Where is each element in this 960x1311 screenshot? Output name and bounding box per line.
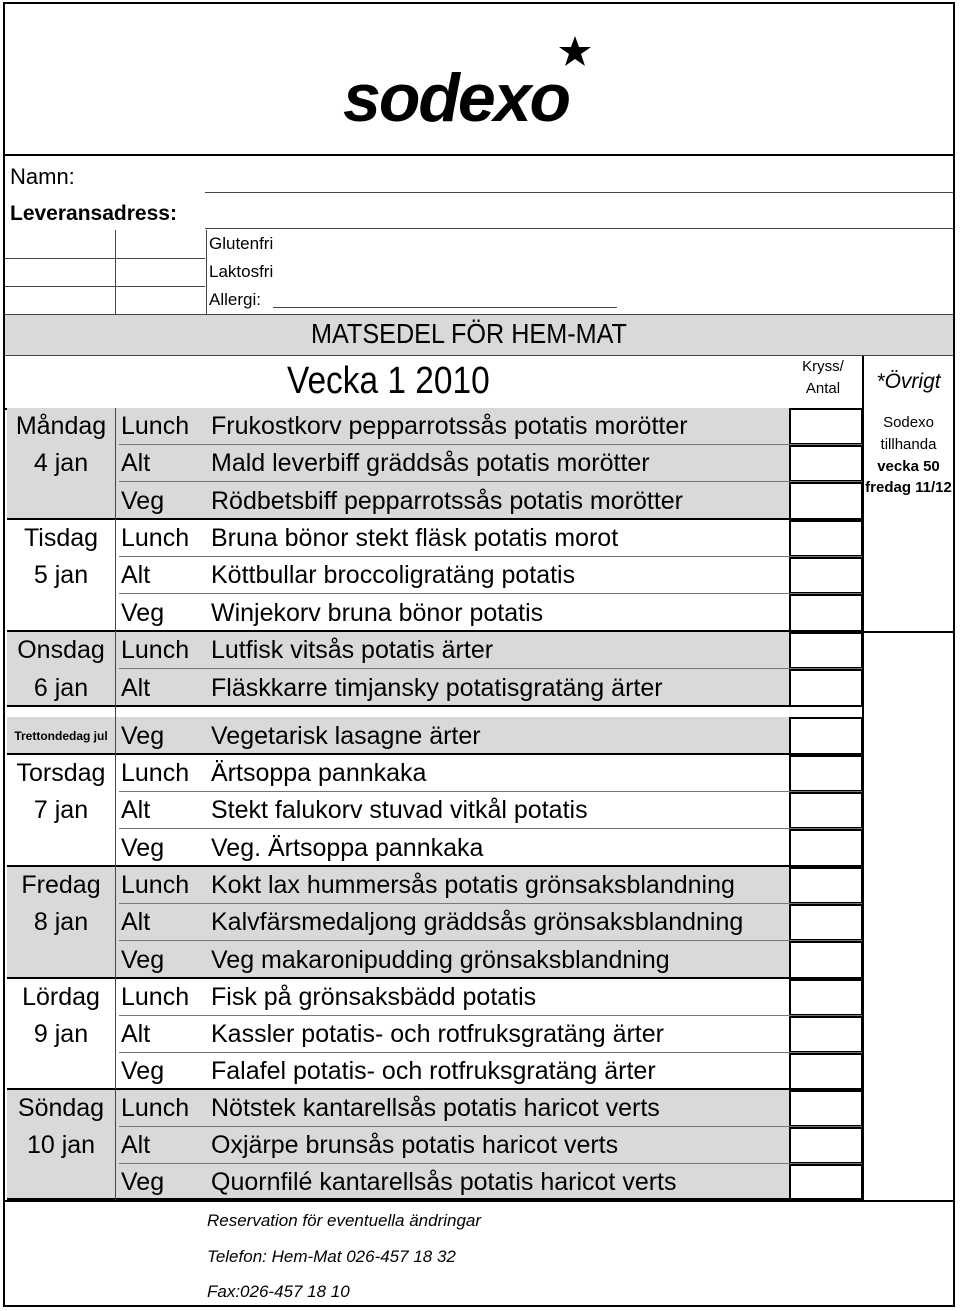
meal-type-cell: Lunch bbox=[121, 983, 190, 1011]
quantity-box[interactable] bbox=[789, 1127, 863, 1164]
dish-cell: Ärtsoppa pannkaka bbox=[211, 759, 427, 787]
menu-row bbox=[7, 792, 862, 829]
menu-row bbox=[7, 1016, 862, 1053]
menu-row bbox=[7, 717, 862, 755]
day-cell: 10 jan bbox=[26, 1131, 96, 1159]
quantity-box[interactable] bbox=[789, 520, 863, 557]
meal-type-cell: Alt bbox=[121, 449, 151, 477]
menu-row bbox=[7, 1053, 862, 1090]
row-divider bbox=[7, 705, 862, 707]
day-cell bbox=[7, 594, 115, 632]
dish-cell: Frukostkorv pepparrotssås potatis morötter bbox=[211, 412, 688, 440]
dish-cell: Stekt falukorv stuvad vitkål potatis bbox=[211, 796, 588, 824]
quantity-box[interactable] bbox=[789, 792, 863, 829]
page-title: MATSEDEL FÖR HEM-MAT bbox=[311, 318, 627, 349]
kryss-header bbox=[783, 356, 863, 406]
day-cell: Måndag bbox=[15, 412, 107, 440]
day-cell bbox=[7, 482, 115, 520]
menu-row bbox=[7, 669, 862, 707]
meal-type-cell: Lunch bbox=[121, 412, 190, 440]
name-field[interactable] bbox=[205, 192, 953, 193]
quantity-box[interactable] bbox=[789, 594, 863, 632]
allergy-field[interactable] bbox=[273, 307, 617, 308]
reservation-note: Reservation för eventuella ändringar bbox=[207, 1211, 482, 1230]
quantity-box[interactable] bbox=[789, 632, 863, 669]
kryss-label: Kryss/ bbox=[802, 358, 844, 375]
day-cell: 6 jan bbox=[33, 673, 89, 702]
dish-cell: Kassler potatis- och rotfruksgratäng ärter bbox=[211, 1020, 664, 1048]
logo-wordmark: sodexo bbox=[343, 60, 570, 136]
ovrigt-lower bbox=[862, 633, 953, 1200]
dish-cell: Falafel potatis- och rotfruksgratäng ärter bbox=[211, 1057, 656, 1085]
note-line: tillhanda bbox=[880, 435, 937, 453]
meal-type-cell: Veg bbox=[121, 833, 165, 862]
fax-number: Fax:026-457 18 10 bbox=[207, 1282, 350, 1301]
meal-type-cell: Veg bbox=[121, 1057, 165, 1085]
menu-row bbox=[7, 755, 862, 792]
star-icon bbox=[557, 34, 593, 70]
day-cell: Torsdag bbox=[16, 759, 106, 787]
quantity-box[interactable] bbox=[789, 445, 863, 482]
menu-row bbox=[7, 1164, 862, 1200]
ovrigt-note bbox=[864, 412, 953, 499]
dish-cell: Fläskkarre timjansky potatisgratäng ärter bbox=[211, 673, 663, 702]
dish-cell: Nötstek kantarellsås potatis haricot verts bbox=[211, 1094, 660, 1122]
order-form-page bbox=[3, 2, 955, 1307]
meal-type-cell: Lunch bbox=[121, 636, 190, 664]
meal-type-cell: Veg bbox=[121, 945, 165, 974]
meal-type-cell: Alt bbox=[121, 908, 151, 936]
dish-cell: Winjekorv bruna bönor potatis bbox=[211, 598, 544, 627]
menu-row bbox=[7, 979, 862, 1016]
note-line: fredag 11/12 bbox=[865, 479, 952, 497]
address-field[interactable] bbox=[205, 228, 953, 229]
dish-cell: Veg. Ärtsoppa pannkaka bbox=[211, 833, 484, 862]
dish-cell: Rödbetsbiff pepparrotssås potatis morötter bbox=[211, 486, 684, 515]
option-label: Allergi: bbox=[209, 290, 261, 309]
name-label: Namn: bbox=[10, 164, 75, 189]
week-label: Vecka 1 2010 bbox=[287, 360, 490, 402]
day-cell bbox=[7, 941, 115, 979]
day-cell: 7 jan bbox=[33, 796, 89, 824]
day-cell: Söndag bbox=[17, 1094, 105, 1122]
day-cell bbox=[7, 1053, 115, 1090]
day-cell: 9 jan bbox=[33, 1020, 89, 1048]
quantity-box[interactable] bbox=[789, 829, 863, 867]
ovrigt-box bbox=[862, 356, 953, 633]
checkbox-allergi[interactable] bbox=[115, 286, 207, 314]
day-cell: Tisdag bbox=[23, 524, 99, 552]
meal-type-cell: Veg bbox=[121, 721, 165, 750]
menu-row bbox=[7, 1090, 862, 1127]
day-cell: Lördag bbox=[22, 983, 100, 1011]
meal-type-cell: Lunch bbox=[121, 759, 190, 787]
quantity-box[interactable] bbox=[789, 482, 863, 520]
day-cell bbox=[7, 1164, 115, 1200]
checkbox-glutenfri[interactable] bbox=[115, 230, 207, 258]
quantity-box[interactable] bbox=[789, 1016, 863, 1053]
quantity-box[interactable] bbox=[789, 1090, 863, 1127]
dish-cell: Vegetarisk lasagne ärter bbox=[211, 721, 481, 750]
menu-row bbox=[7, 904, 862, 941]
dish-cell: Oxjärpe brunsås potatis haricot verts bbox=[211, 1131, 619, 1159]
menu-row bbox=[7, 1127, 862, 1164]
dish-cell: Bruna bönor stekt fläsk potatis morot bbox=[211, 524, 619, 552]
day-cell bbox=[7, 829, 115, 867]
dish-cell: Kalvfärsmedaljong gräddsås grönsaksblandning bbox=[211, 908, 744, 936]
menu-row bbox=[7, 445, 862, 482]
day-cell: Onsdag bbox=[17, 636, 105, 664]
meal-type-cell: Lunch bbox=[121, 871, 190, 899]
meal-type-cell: Alt bbox=[121, 1020, 151, 1048]
dish-cell: Mald leverbiff gräddsås potatis morötter bbox=[211, 449, 650, 477]
quantity-box[interactable] bbox=[789, 1053, 863, 1090]
dish-cell: Fisk på grönsaksbädd potatis bbox=[211, 983, 537, 1011]
option-label: Laktosfri bbox=[209, 262, 274, 281]
meal-type-cell: Veg bbox=[121, 486, 165, 515]
menu-row bbox=[7, 829, 862, 867]
meal-type-cell: Lunch bbox=[121, 524, 190, 552]
option-label: Glutenfri bbox=[209, 234, 274, 253]
phone-number: Telefon: Hem-Mat 026-457 18 32 bbox=[207, 1247, 456, 1266]
menu-row bbox=[7, 594, 862, 632]
note-line: vecka 50 bbox=[877, 457, 940, 475]
day-cell: Trettondedag jul bbox=[14, 729, 108, 743]
menu-row bbox=[7, 482, 862, 520]
quantity-box[interactable] bbox=[789, 904, 863, 941]
menu-row bbox=[7, 557, 862, 594]
quantity-box[interactable] bbox=[789, 717, 863, 755]
menu-row bbox=[7, 408, 862, 445]
option-row-allergi bbox=[5, 286, 953, 314]
day-cell: 8 jan bbox=[33, 908, 89, 936]
menu-row bbox=[7, 520, 862, 557]
dish-cell: Kokt lax hummersås potatis grönsaksblandning bbox=[211, 871, 735, 899]
dish-cell: Veg makaronipudding grönsaksblandning bbox=[211, 945, 670, 974]
option-row-glutenfri bbox=[5, 230, 953, 258]
menu-row bbox=[7, 941, 862, 979]
note-line: Sodexo bbox=[883, 414, 934, 431]
quantity-box[interactable] bbox=[789, 408, 863, 445]
dish-cell: Quornfilé kantarellsås potatis haricot verts bbox=[211, 1167, 677, 1196]
option-row-laktosfri bbox=[5, 258, 953, 286]
meal-type-cell: Alt bbox=[121, 796, 151, 824]
quantity-box[interactable] bbox=[789, 867, 863, 904]
dish-cell: Lutfisk vitsås potatis ärter bbox=[211, 636, 494, 664]
quantity-box[interactable] bbox=[789, 979, 863, 1016]
meal-type-cell: Veg bbox=[121, 598, 165, 627]
menu-row bbox=[7, 632, 862, 669]
quantity-box[interactable] bbox=[789, 755, 863, 792]
meal-type-cell: Alt bbox=[121, 673, 151, 702]
day-cell: 5 jan bbox=[33, 561, 89, 589]
day-cell: 4 jan bbox=[33, 449, 89, 477]
meal-type-cell: Alt bbox=[121, 1131, 151, 1159]
meal-type-cell: Alt bbox=[121, 561, 151, 589]
dish-cell: Köttbullar broccoligratäng potatis bbox=[211, 561, 576, 589]
quantity-box[interactable] bbox=[789, 669, 863, 707]
menu-row bbox=[7, 867, 862, 904]
sodexo-logo bbox=[335, 34, 615, 136]
checkbox-laktosfri[interactable] bbox=[115, 258, 207, 286]
quantity-box[interactable] bbox=[789, 1164, 863, 1200]
ovrigt-header: *Övrigt bbox=[876, 370, 941, 393]
quantity-box[interactable] bbox=[789, 941, 863, 979]
meal-type-cell: Lunch bbox=[121, 1094, 190, 1122]
antal-label: Antal bbox=[805, 380, 841, 397]
day-cell: Fredag bbox=[21, 871, 101, 899]
quantity-box[interactable] bbox=[789, 557, 863, 594]
title-band bbox=[5, 315, 953, 355]
meal-type-cell: Veg bbox=[121, 1167, 165, 1196]
address-label: Leveransadress: bbox=[10, 202, 177, 225]
